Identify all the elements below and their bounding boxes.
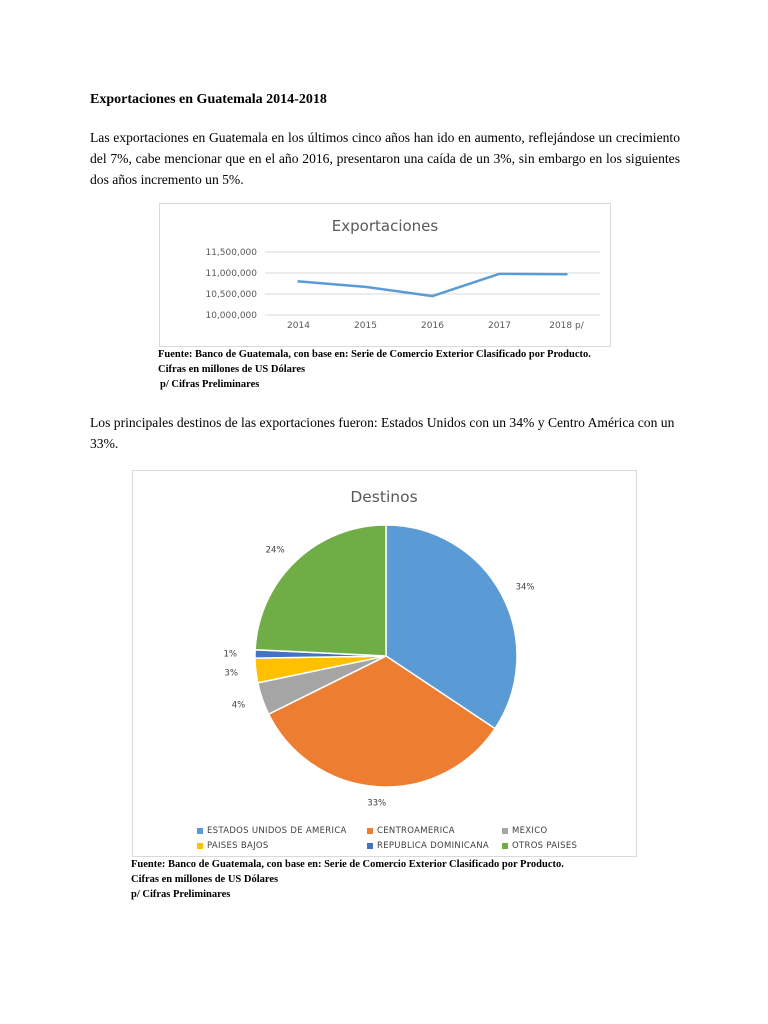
pie-data-label: 24% (265, 545, 285, 556)
pie-legend (197, 823, 597, 853)
y-tick-label: 11,000,000 (205, 269, 257, 279)
destinations-paragraph: Los principales destinos de las exportaciones fueron: Estados Unidos con un 34% y Centro América con un 33%. (90, 415, 675, 451)
legend-swatch (367, 843, 373, 849)
exports-line-chart (159, 203, 611, 347)
y-tick-label: 11,500,000 (205, 248, 257, 258)
x-tick-label: 2018 p/ (549, 321, 584, 331)
destinations-pie-chart-svg (133, 471, 636, 856)
pie-data-label: 33% (367, 798, 387, 809)
intro-paragraph: Las exportaciones en Guatemala en los últimos cinco años han ido en aumento, reflejándose un crecimiento del 7%, cabe mencionar que en el año 2016, presentaron una caída de un 3%, sin embargo en los siguientes dos años incremento un 5%. (90, 130, 680, 187)
pie-data-label: 4% (231, 700, 246, 711)
pie-data-label: 3% (224, 668, 238, 679)
legend-swatch (502, 843, 508, 849)
legend-label: OTROS PAISES (512, 840, 578, 851)
document-heading: Exportaciones en Guatemala 2014-2018 (90, 92, 327, 107)
preliminary-line: p/ Cifras Preliminares (160, 379, 260, 390)
legend-entry (502, 841, 577, 851)
y-tick-label: 10,500,000 (205, 290, 257, 300)
legend-swatch (197, 843, 203, 849)
line-chart-source-note (158, 347, 591, 392)
legend-row (197, 823, 597, 838)
line-chart-title: Exportaciones (331, 217, 439, 235)
preliminary-line: p/ Cifras Preliminares (131, 889, 231, 900)
pie-chart-source-note (131, 857, 564, 902)
legend-row (197, 838, 597, 853)
x-tick-label: 2017 (488, 321, 511, 331)
legend-swatch (502, 828, 508, 834)
y-tick-label: 10,000,000 (205, 311, 257, 321)
exports-line-chart-svg (160, 204, 610, 346)
legend-entry (502, 826, 547, 836)
legend-label: PAISES BAJOS (207, 840, 269, 851)
legend-label: CENTROAMERICA (377, 825, 455, 836)
pie-chart-title: Destinos (350, 488, 418, 506)
legend-entry (197, 841, 367, 851)
legend-label: MEXICO (512, 825, 548, 836)
source-line: Fuente: Banco de Guatemala, con base en: Serie de Comercio Exterior Clasificado por Producto. (131, 859, 564, 870)
legend-entry (197, 826, 367, 836)
legend-entry (367, 841, 502, 851)
legend-label: REPUBLICA DOMINICANA (377, 840, 490, 851)
legend-swatch (367, 828, 373, 834)
units-line: Cifras en millones de US Dólares (131, 874, 279, 885)
legend-swatch (197, 828, 203, 834)
pie-data-label: 34% (515, 582, 535, 593)
destinations-pie-chart (132, 470, 637, 857)
series-line (299, 274, 567, 296)
x-tick-label: 2016 (421, 321, 444, 331)
x-tick-label: 2015 (354, 321, 377, 331)
legend-label: ESTADOS UNIDOS DE AMERICA (207, 825, 347, 836)
units-line: Cifras en millones de US Dólares (158, 364, 306, 375)
x-tick-label: 2014 (287, 321, 310, 331)
source-line: Fuente: Banco de Guatemala, con base en: Serie de Comercio Exterior Clasificado por Producto. (158, 349, 591, 360)
pie-data-label: 1% (223, 649, 238, 660)
legend-entry (367, 826, 502, 836)
